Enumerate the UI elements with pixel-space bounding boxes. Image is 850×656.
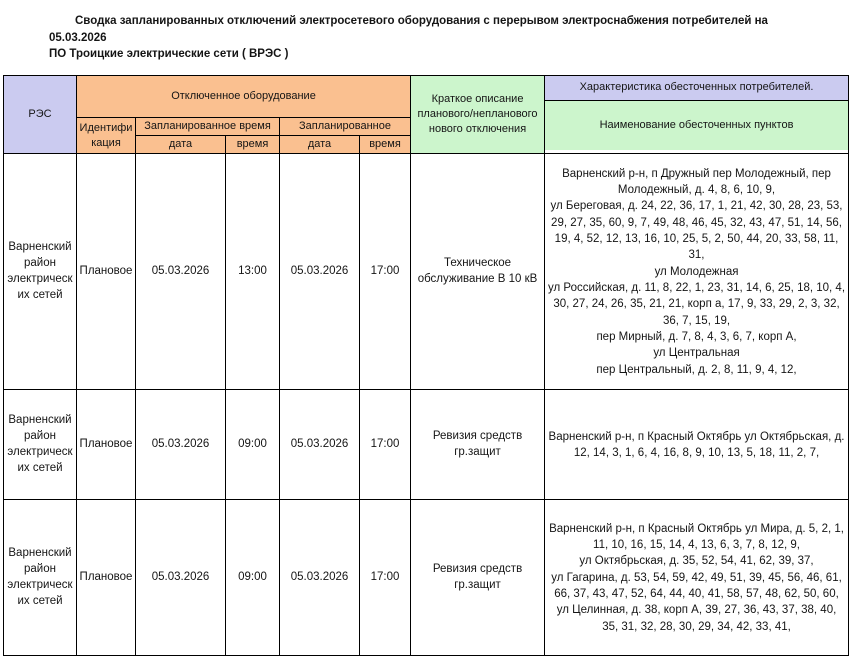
points-cell bbox=[545, 500, 849, 656]
col-header-consumers-group: Характеристика обесточенных потребителей. bbox=[545, 76, 848, 101]
address-line: пер Центральный, д. 2, 8, 11, 9, 4, 12, bbox=[596, 363, 797, 376]
start-time-cell: 13:00 bbox=[226, 154, 280, 390]
col-header-planned-end: Запланированное bbox=[280, 118, 411, 136]
outage-table bbox=[3, 75, 849, 656]
header-row-1 bbox=[4, 76, 849, 118]
col-header-description: Краткое описание планового/непланового нового отключения bbox=[411, 76, 545, 154]
description-cell: Ревизия средств гр.защит bbox=[411, 390, 545, 500]
outage-row bbox=[4, 390, 849, 500]
address-line: Варненский р-н, п Красный Октябрь ул Мира, д. 5, 2, 1, 11, 10, 16, 15, 14, 4, 13, 6, 3, 7, 8, 12, 9, bbox=[549, 522, 844, 552]
outage-type-cell: Плановое bbox=[77, 154, 136, 390]
res-cell: Варненский район электрических сетей bbox=[4, 500, 77, 656]
end-date-cell: 05.03.2026 bbox=[280, 390, 360, 500]
address-line: ул Целинная, д. 38, корп А, 39, 27, 36, 43, 37, 38, 40, 35, 31, 32, 28, 30, 29, 34, 42, 33, 41, bbox=[556, 604, 837, 633]
outage-row bbox=[4, 154, 849, 390]
address-line: пер Мирный, д. 7, 8, 4, 3, 6, 7, корп А, bbox=[596, 331, 797, 343]
col-header-identification: Идентификация bbox=[77, 118, 136, 154]
points-cell bbox=[545, 390, 849, 500]
address-line: ул Центральная bbox=[653, 347, 740, 360]
description-cell: Техническое обслуживание В 10 кВ bbox=[411, 154, 545, 390]
report-date: 05.03.2026 bbox=[49, 31, 107, 44]
col-header-res: РЭС bbox=[4, 76, 77, 154]
col-subheader-start-date: дата bbox=[136, 136, 226, 154]
col-subheader-start-time: время bbox=[226, 136, 280, 154]
report-title-line-1: Сводка запланированных отключений электросетевого оборудования с перерывом электроснабжения потребителей на bbox=[75, 15, 768, 27]
points-cell bbox=[545, 154, 849, 390]
address-line: ул Молодежная bbox=[654, 265, 739, 278]
report-subtitle: ПО Троицкие электрические сети ( ВРЭС ) bbox=[49, 48, 289, 61]
end-time-cell: 17:00 bbox=[360, 154, 411, 390]
col-header-planned-start: Запланированное время bbox=[136, 118, 280, 136]
col-header-equipment-group: Отключенное оборудование bbox=[77, 76, 411, 118]
outage-row bbox=[4, 500, 849, 656]
description-cell: Ревизия средств гр.защит bbox=[411, 500, 545, 656]
address-line: ул Береговая, д. 24, 22, 36, 17, 1, 21, 42, 30, 28, 23, 53, 29, 27, 35, 60, 9, 7, 49, 48, 46, 45, 32, 43, 47, 51, 14, 56, 19, 4, 52, 12, 13, 16, 10, 25, 5, 2, 50, 44, 20, 33, 58, 11, 31, bbox=[550, 200, 843, 262]
address-line: Варненский р-н, п Красный Октябрь ул Октябрьская, д. 12, 14, 3, 1, 6, 4, 16, 8, 9, 10, 13, 5, 18, 11, 2, 7, bbox=[548, 430, 845, 459]
outage-type-cell: Плановое bbox=[77, 500, 136, 656]
col-header-consumers bbox=[545, 76, 849, 154]
start-date-cell: 05.03.2026 bbox=[136, 390, 226, 500]
end-date-cell: 05.03.2026 bbox=[280, 500, 360, 656]
address-line: ул Гагарина, д. 53, 54, 59, 42, 49, 51, 39, 45, 56, 46, 61, 66, 37, 43, 47, 52, 64, 44, 40, 41, 58, 57, 48, 62, 50, 60, bbox=[551, 571, 842, 601]
address-line: Варненский р-н, п Дружный пер Молодежный, пер Молодежный, д. 4, 8, 6, 10, 9, bbox=[562, 167, 831, 197]
res-cell: Варненский район электрических сетей bbox=[4, 390, 77, 500]
start-date-cell: 05.03.2026 bbox=[136, 154, 226, 390]
col-subheader-end-time: время bbox=[360, 136, 411, 154]
report-title bbox=[49, 13, 825, 63]
consumers-header-stack bbox=[545, 76, 848, 150]
address-line: ул Октябрьская, д. 35, 52, 54, 41, 62, 39, 37, bbox=[579, 555, 814, 568]
end-date-cell: 05.03.2026 bbox=[280, 154, 360, 390]
outage-type-cell: Плановое bbox=[77, 390, 136, 500]
res-cell: Варненский район электрических сетей bbox=[4, 154, 77, 390]
end-time-cell: 17:00 bbox=[360, 500, 411, 656]
start-time-cell: 09:00 bbox=[226, 390, 280, 500]
col-subheader-end-date: дата bbox=[280, 136, 360, 154]
start-time-cell: 09:00 bbox=[226, 500, 280, 656]
end-time-cell: 17:00 bbox=[360, 390, 411, 500]
start-date-cell: 05.03.2026 bbox=[136, 500, 226, 656]
col-header-points: Наименование обесточенных пунктов bbox=[545, 101, 848, 150]
address-line: ул Российская, д. 11, 8, 22, 1, 23, 31, 14, 6, 25, 18, 10, 4, 30, 27, 24, 26, 35, 21, 21, корп а, 17, 9, 33, 29, 2, 3, 32, 36, 7, 15, 19, bbox=[548, 282, 846, 327]
